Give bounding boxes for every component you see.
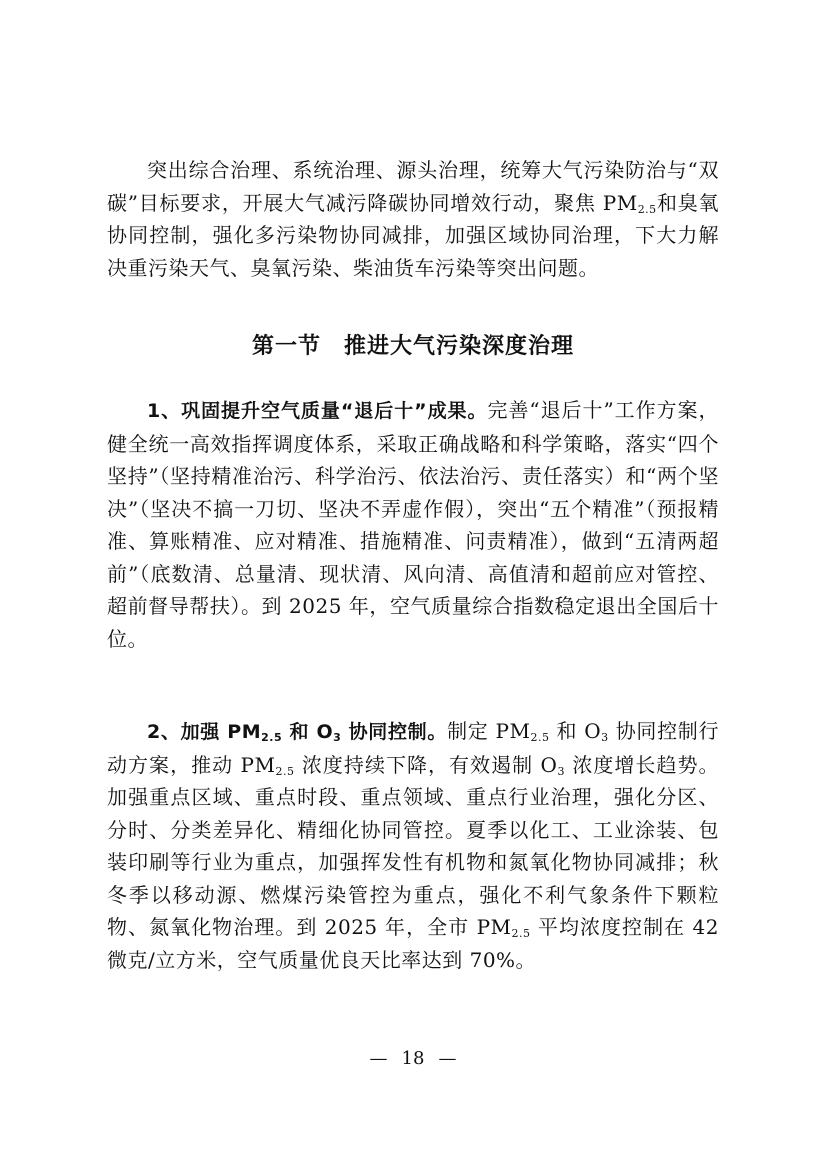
pm25-subscript: 2.5 — [261, 731, 283, 744]
o3-subscript: 3 — [601, 731, 609, 744]
pm25-subscript: 2.5 — [637, 202, 657, 216]
item2-body-2: 和 O — [549, 719, 602, 743]
item1-lead: 1、巩固提升空气质量“退后十”成果。 — [147, 400, 488, 422]
item2-lead-part-a: 2、加强 PM — [147, 721, 262, 743]
intro-paragraph — [107, 154, 719, 284]
section-title: 第一节 推进大气污染深度治理 — [251, 334, 574, 359]
intro-text-2: 和臭氧协同控制，强化多污染物协同减排，加强区域协同治理，下大力解决重污染天气、臭氧污染、柴油货车污染等突出问题。 — [107, 190, 719, 280]
item2-body-3: 协同控制行动方案，推动 PM — [107, 719, 720, 777]
item2-body-1: 制定 PM — [447, 719, 531, 743]
footer-dash-right: — — [438, 1048, 457, 1069]
item2-body-6: 平均浓度控制在 42 微克/立方米，空气质量优良天比率达到 70%。 — [107, 915, 719, 972]
item2-paragraph — [107, 715, 719, 976]
item2-body-5: 浓度增长趋势。加强重点区域、重点时段、重点领域、重点行业治理，强化分区、分时、分类差异化、精细化协同管控。夏季以化工、工业涂装、包装印刷等行业为重点，加强挥发性有机物和氮氧化物协同减排；秋冬季以移动源、燃煤污染管控为重点，强化不利气象条件下颗粒物、氮氧化物治理。到 2025 年，全市 PM — [107, 752, 719, 939]
intro-text-1: 突出综合治理、系统治理、源头治理，统筹大气污染防治与“双碳”目标要求，开展大气减污降碳协同增效行动，聚焦 PM — [107, 158, 719, 215]
item2-body-4: 浓度持续下降，有效遏制 O — [294, 752, 558, 777]
item2-lead-part-c: 协同控制。 — [341, 721, 448, 743]
item1-paragraph — [107, 394, 719, 655]
pm25-subscript: 2.5 — [530, 731, 550, 744]
item1-body: 完善“退后十”工作方案，健全统一高效指挥调度体系，采取正确战略和科学策略，落实“四个坚持”（坚持精准治污、科学治污、依法治污、责任落实）和“两个坚决”（坚决不搞一刀切、坚决不弄虚作假），突出“五个精准”（预报精准、算账精准、应对精准、措施精准、问责精准），做到“五清两超前”（底数清、总量清、现状清、风向清、高值清和超前应对管控、超前督导帮扶）。到 2025 年，空气质量综合指数稳定退出全国后十位。 — [107, 398, 719, 651]
footer-dash-left: — — [369, 1048, 388, 1069]
pm25-subscript: 2.5 — [511, 927, 531, 940]
item2-lead-part-b: 和 O — [282, 721, 334, 743]
page-footer — [0, 1045, 826, 1073]
item2-lead — [147, 721, 447, 743]
o3-subscript: 3 — [333, 731, 342, 744]
page-number: 18 — [401, 1048, 425, 1069]
o3-subscript: 3 — [557, 764, 565, 778]
pm25-subscript: 2.5 — [275, 764, 295, 778]
